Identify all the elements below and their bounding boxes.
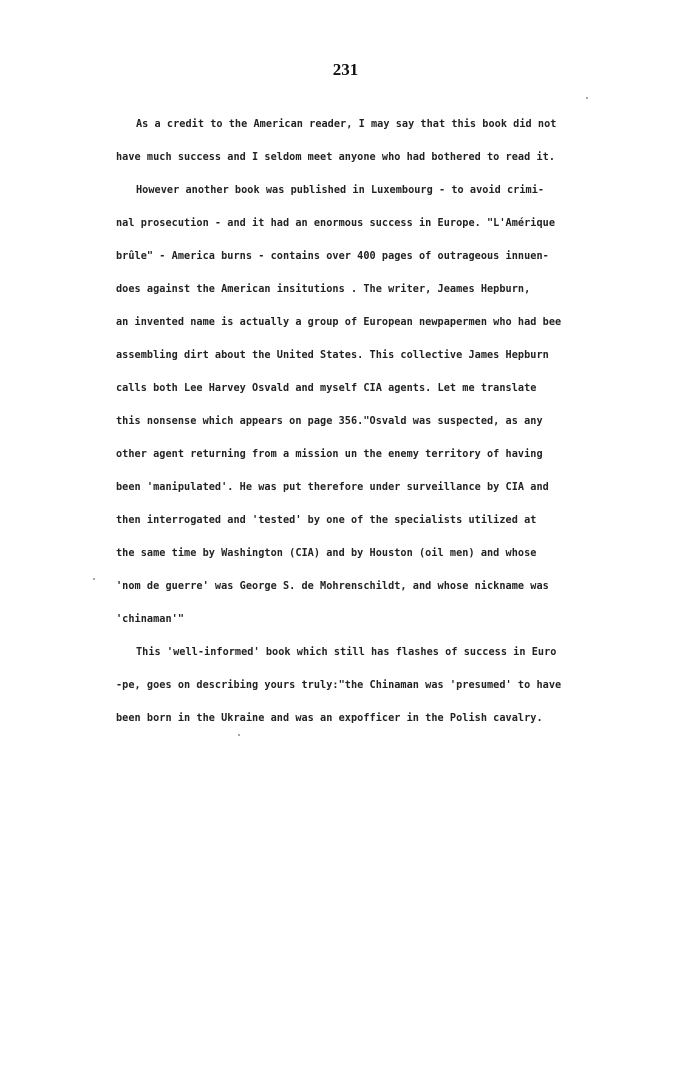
text-line: been 'manipulated'. He was put therefore under surveillance by CIA and: [116, 482, 549, 493]
scan-speck: [93, 578, 95, 580]
text-line: calls both Lee Harvey Osvald and myself CIA agents. Let me translate: [116, 383, 537, 394]
text-line: other agent returning from a mission un the enemy territory of having: [116, 449, 543, 460]
scan-speck: [238, 734, 240, 736]
text-line: then interrogated and 'tested' by one of the specialists utilized at: [116, 515, 537, 526]
text-line: 'chinaman'": [116, 614, 185, 625]
text-line: nal prosecution - and it had an enormous success in Europe. "L'Amérique: [116, 218, 556, 229]
text-line: have much success and I seldom meet anyone who had bothered to read it.: [116, 152, 556, 163]
body-text: [116, 108, 590, 735]
text-line: However another book was published in Luxembourg - to avoid crimi-: [136, 185, 545, 196]
text-line: brûle" - America burns - contains over 400 pages of outrageous innuen-: [116, 251, 549, 262]
text-line: this nonsense which appears on page 356."Osvald was suspected, as any: [116, 416, 543, 427]
text-line: been born in the Ukraine and was an expofficer in the Polish cavalry.: [116, 713, 543, 724]
text-line: -pe, goes on describing yours truly:"the Chinaman was 'presumed' to have: [116, 680, 562, 691]
text-line: an invented name is actually a group of European newpapermen who had bee: [116, 317, 562, 328]
text-line: the same time by Washington (CIA) and by Houston (oil men) and whose: [116, 548, 537, 559]
text-line: assembling dirt about the United States. This collective James Hepburn: [116, 350, 549, 361]
text-line: As a credit to the American reader, I may say that this book did not: [136, 119, 557, 130]
page-number: 231: [332, 60, 359, 79]
text-line: This 'well-informed' book which still has flashes of success in Euro: [136, 647, 557, 658]
text-line: does against the American insitutions . The writer, Jeames Hepburn,: [116, 284, 531, 295]
text-line: 'nom de guerre' was George S. de Mohrenschildt, and whose nickname was: [116, 581, 549, 592]
scan-speck: [586, 97, 588, 99]
